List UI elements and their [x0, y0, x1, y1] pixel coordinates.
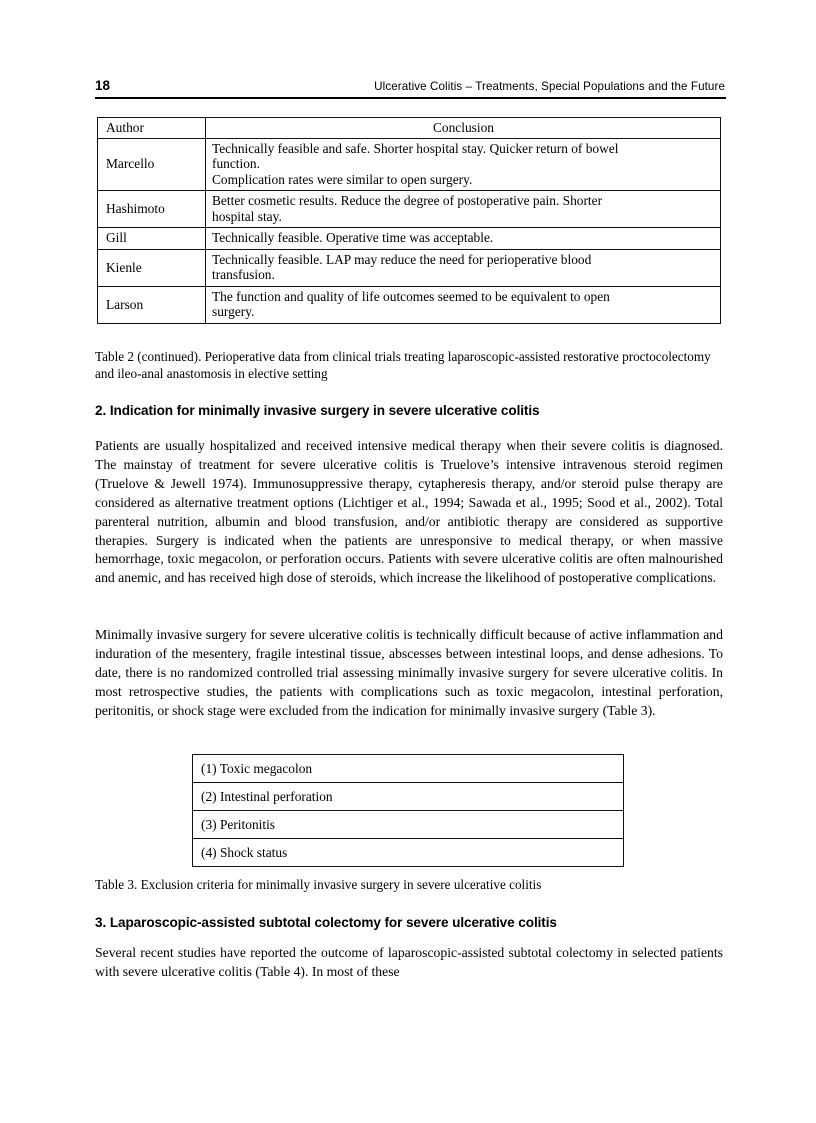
table-2-caption: Table 2 (continued). Perioperative data from clinical trials treating laparoscopic-assisted restorative proctocolectomy and ileo-anal anastomosis in elective setting	[95, 349, 711, 382]
conclusion-line: hospital stay.	[212, 208, 282, 224]
table-row	[193, 755, 624, 783]
table-row	[98, 228, 721, 250]
header-rule	[95, 97, 726, 99]
cell-conclusion	[206, 138, 721, 191]
conclusion-line: Better cosmetic results. Reduce the degree of postoperative pain. Shorter	[212, 193, 603, 209]
table-row	[193, 811, 624, 839]
table-3-body	[193, 755, 624, 867]
conclusion-line: The function and quality of life outcomes seemed to be equivalent to open	[212, 288, 610, 304]
table-row	[193, 839, 624, 867]
cell-conclusion	[206, 191, 721, 228]
table-2-body	[98, 118, 721, 324]
table-header-row	[98, 118, 721, 139]
cell-author: Marcello	[98, 138, 206, 191]
conclusion-line: Technically feasible. LAP may reduce the need for perioperative blood	[212, 251, 592, 267]
section-heading-3: 3. Laparoscopic-assisted subtotal colectomy for severe ulcerative colitis	[95, 915, 557, 930]
cell-conclusion	[206, 228, 721, 250]
table-row	[98, 249, 721, 286]
cell-author: Kienle	[98, 249, 206, 286]
criterion-cell: (3) Peritonitis	[193, 811, 624, 839]
book-title: Ulcerative Colitis – Treatments, Special Populations and the Future	[374, 80, 725, 93]
table-3-caption: Table 3. Exclusion criteria for minimally invasive surgery in severe ulcerative colitis	[95, 877, 542, 892]
cell-conclusion	[206, 249, 721, 286]
paragraph-2: Minimally invasive surgery for severe ulcerative colitis is technically difficult because of active inflammation and induration of the mesentery, fragile intestinal tissue, abscesses between intestinal loops, and dense adhesions. To date, there is no randomized controlled trial assessing minimally invasive surgery for severe ulcerative colitis. In most retrospective studies, the patients with complications such as toxic megacolon, intestinal perforation, peritonitis, or shock stage were excluded from the indication for minimally invasive surgery (Table 3).	[95, 627, 723, 718]
conclusion-line: Complication rates were similar to open surgery.	[212, 171, 473, 187]
table-row	[193, 783, 624, 811]
criterion-cell: (2) Intestinal perforation	[193, 783, 624, 811]
criterion-cell: (1) Toxic megacolon	[193, 755, 624, 783]
conclusion-line: Technically feasible. Operative time was acceptable.	[212, 230, 494, 246]
paragraph-3: Several recent studies have reported the outcome of laparoscopic-assisted subtotal colectomy in selected patients with severe ulcerative colitis (Table 4). In most of these	[95, 945, 723, 979]
conclusion-line: function.	[212, 156, 260, 172]
cell-author: Gill	[98, 228, 206, 250]
criterion-cell: (4) Shock status	[193, 839, 624, 867]
conclusion-line: Technically feasible and safe. Shorter hospital stay. Quicker return of bowel	[212, 140, 619, 156]
paragraph-1: Patients are usually hospitalized and received intensive medical therapy when their severe colitis is diagnosed. The mainstay of treatment for severe ulcerative colitis is Truelove’s intensive intravenous steroid regimen (Truelove & Jewell 1974). Immunosuppressive therapy, cytapheresis therapy, and/or steroid pulse therapy are considered as alternative treatment options (Lichtiger et al., 1994; Sawada et al., 1995; Sood et al., 2002). Total parenteral nutrition, albumin and blood transfusion, and/or antibiotic therapy are considered as supportive therapies. Surgery is indicated when the patients are unresponsive to medical therapy, or when massive hemorrhage, toxic megacolon, or perforation occurs. Patients with severe ulcerative colitis are often malnourished and anemic, and has received high dose of steroids, which increase the likelihood of postoperative complications.	[95, 438, 723, 586]
page-number: 18	[95, 78, 111, 93]
cell-conclusion	[206, 286, 721, 323]
conclusion-line: transfusion.	[212, 267, 275, 283]
column-header-author: Author	[98, 118, 206, 139]
cell-author: Hashimoto	[98, 191, 206, 228]
running-header	[95, 78, 725, 93]
table-row	[98, 191, 721, 228]
table-2-continued	[97, 117, 721, 324]
cell-author: Larson	[98, 286, 206, 323]
section-heading-2: 2. Indication for minimally invasive surgery in severe ulcerative colitis	[95, 403, 540, 418]
table-3-exclusion-criteria	[192, 754, 624, 867]
table-row	[98, 286, 721, 323]
column-header-conclusion: Conclusion	[206, 118, 721, 139]
conclusion-line: surgery.	[212, 304, 255, 320]
table-row	[98, 138, 721, 191]
